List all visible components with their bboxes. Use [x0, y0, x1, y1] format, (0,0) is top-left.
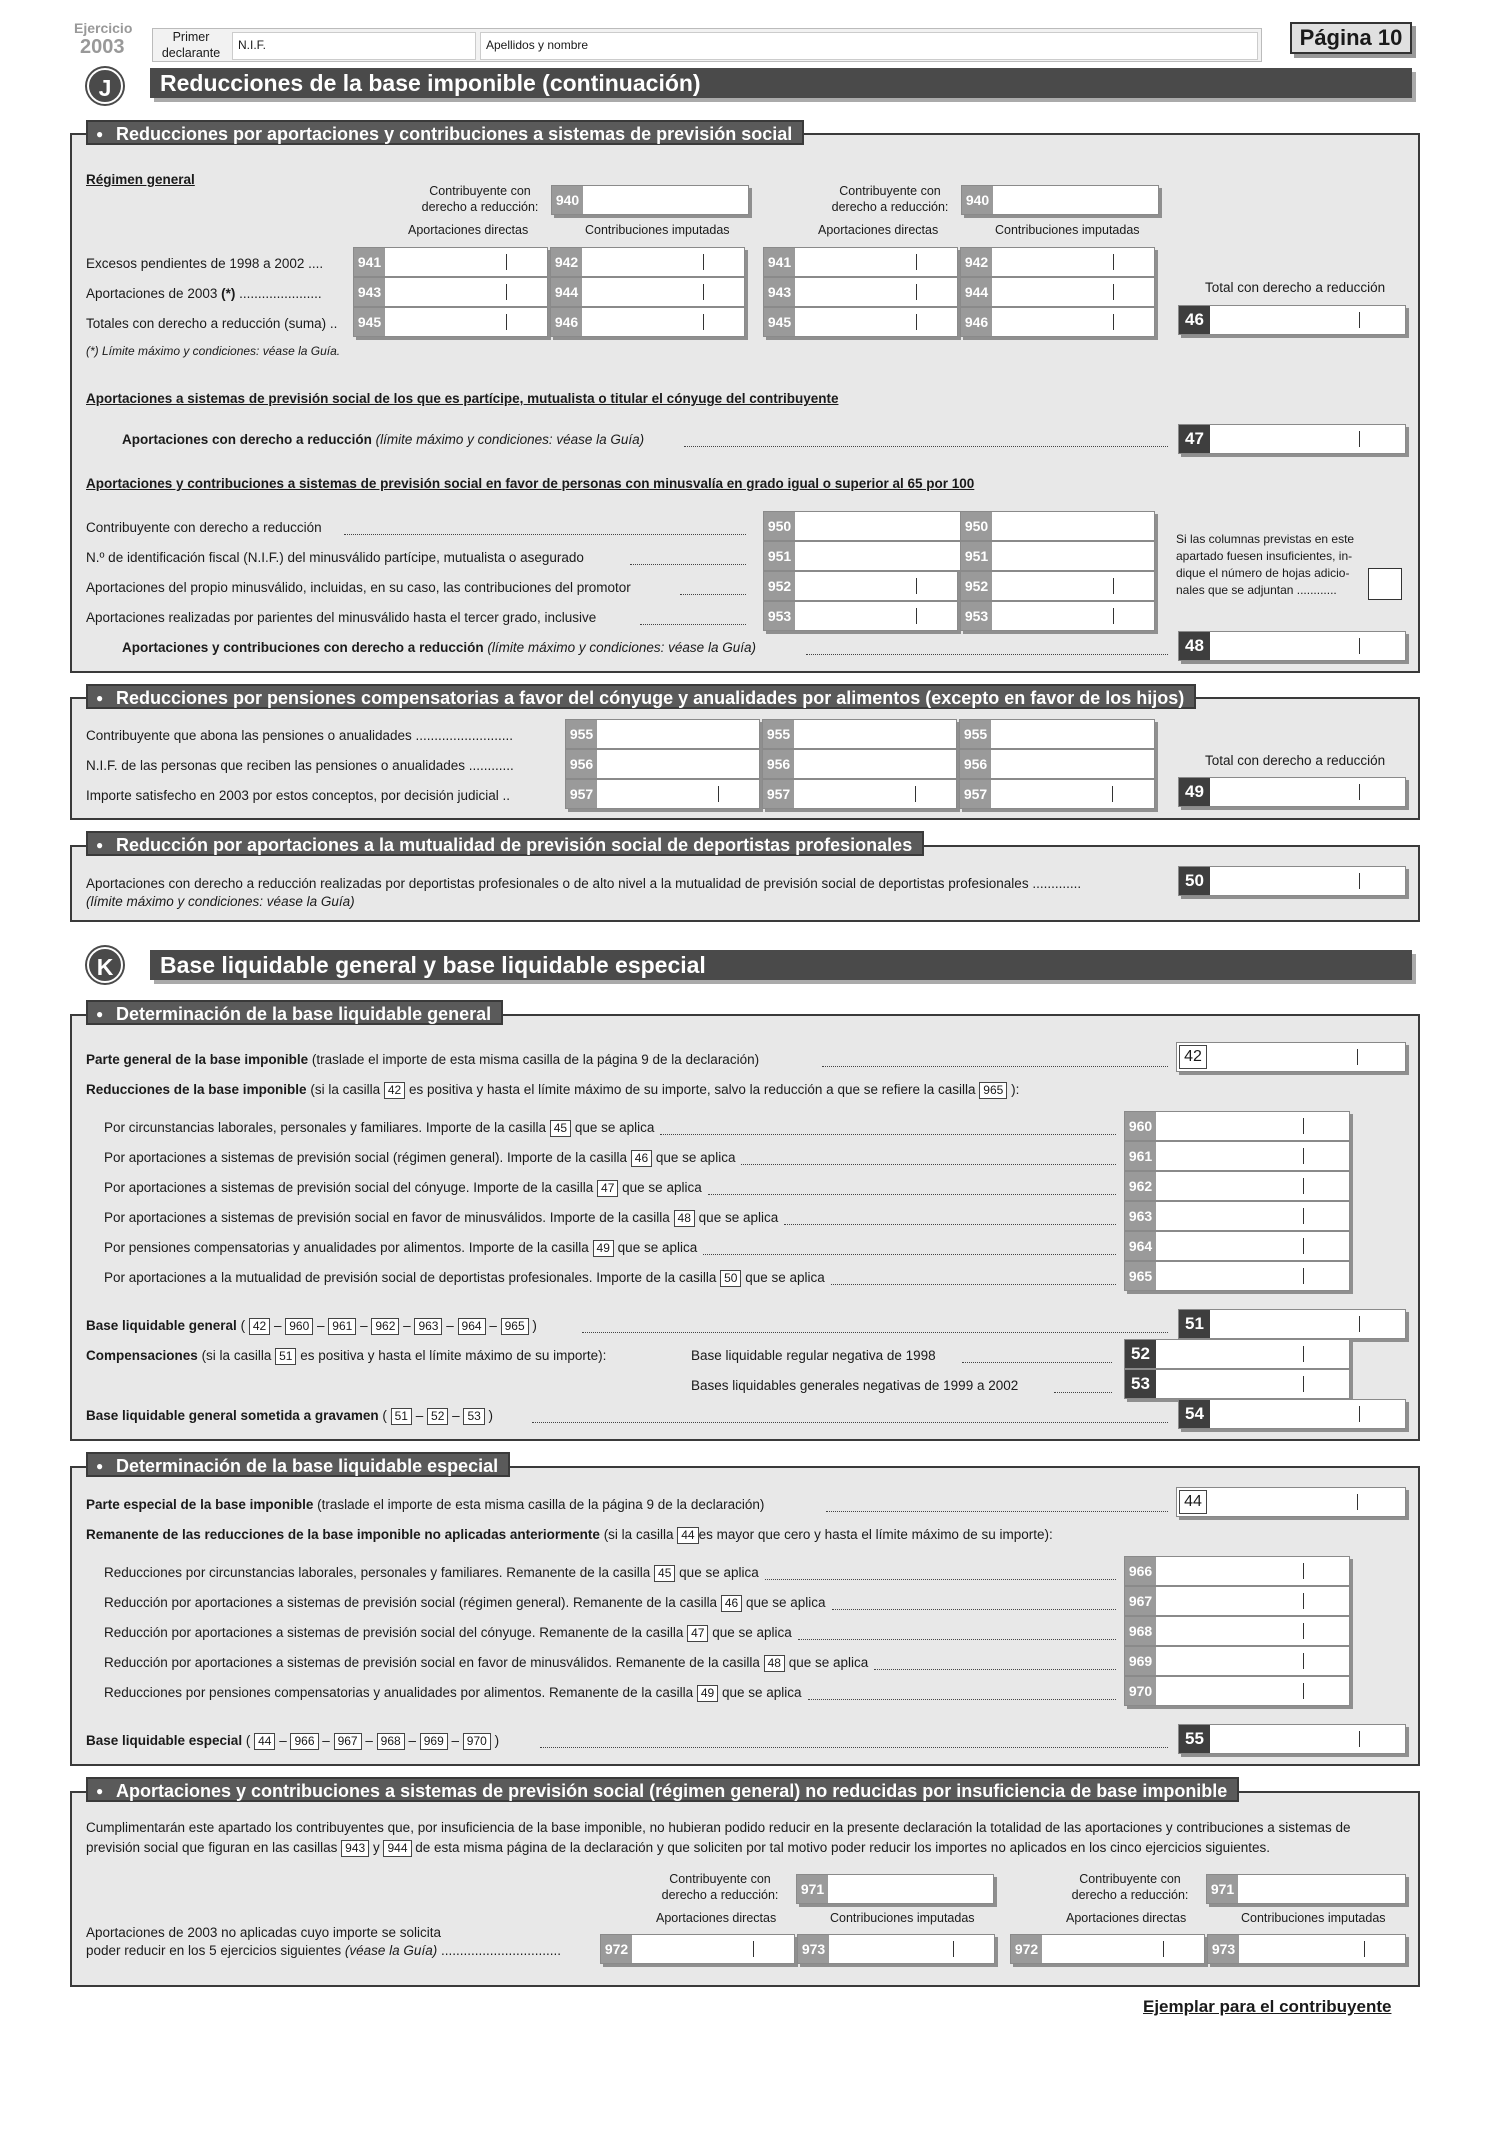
field-942-b[interactable]: 942: [960, 247, 1155, 277]
reduction-field[interactable]: [1124, 1261, 1350, 1291]
parte-general-row: Parte general de la base imponible (traslade el importe de esta misma casilla de la página 9 de la declaración): [86, 1052, 760, 1067]
field-945-a[interactable]: 945: [353, 307, 548, 337]
field-944-b[interactable]: 944: [960, 277, 1155, 307]
reduction-row-label: Por pensiones compensatorias y anualidades por alimentos. Importe de la casilla 49 que se aplica: [104, 1240, 698, 1255]
field-47[interactable]: 47: [1178, 424, 1406, 454]
field-944-a[interactable]: 944: [550, 277, 745, 307]
pensiones-row-2: N.I.F. de las personas que reciben las pensiones o anualidades ............: [86, 758, 514, 773]
minus-row-5: Aportaciones y contribuciones con derecho a reducción (límite máximo y condiciones: véase la Guía): [122, 640, 756, 655]
reduction-row-label: Por aportaciones a la mutualidad de previsión social de deportistas profesionales. Importe de la casilla 50 que se aplica: [104, 1270, 825, 1285]
reduction-field[interactable]: [1124, 1676, 1350, 1706]
aport-directas-2: Aportaciones directas: [818, 223, 939, 237]
nr-aport-directas-2: Aportaciones directas: [1066, 1911, 1187, 1925]
reduction-code: 966: [1125, 1557, 1156, 1585]
field-52[interactable]: 52: [1124, 1339, 1350, 1369]
reducciones-row: Reducciones de la base imponible (si la casilla 42 es positiva y hasta el límite máximo de su importe, salvo la reducción a que se refiere la casilla 965 ):: [86, 1082, 1020, 1097]
leader-dots: [344, 534, 746, 535]
field-54[interactable]: 54: [1178, 1399, 1406, 1429]
reduction-code: 969: [1125, 1647, 1156, 1675]
parte-especial-row: Parte especial de la base imponible (traslade el importe de esta misma casilla de la página 9 de la declaración): [86, 1497, 765, 1512]
leader-dots: [831, 1284, 1116, 1285]
reduction-field[interactable]: [1124, 1171, 1350, 1201]
section-k-badge: K: [87, 947, 123, 983]
reduction-field[interactable]: [1124, 1111, 1350, 1141]
total-derecho-label-2: Total con derecho a reducción: [1205, 753, 1386, 768]
leader-dots: [708, 1194, 1116, 1195]
reduction-row-label: Por aportaciones a sistemas de previsión social en favor de minusválidos. Importe de la casilla 48 que se aplica: [104, 1210, 779, 1225]
field-973-a[interactable]: 973: [797, 1934, 995, 1964]
ejercicio-label: Ejercicio: [74, 20, 133, 36]
leader-dots: [540, 1747, 1168, 1748]
aport-directas-1: Aportaciones directas: [408, 223, 529, 237]
hojas-adicionales-field[interactable]: [1368, 568, 1402, 600]
tab-prevision-social: ● Reducciones por aportaciones y contribuciones a sistemas de previsión social: [86, 120, 804, 145]
no-reducidas-p1: Cumplimentarán este apartado los contribuyentes que, por insuficiencia de la base imponible, no hubieran podido reducir en la presente declaración la totalidad de las aportaciones y contribuciones a sistemas de: [86, 1820, 1351, 1835]
leader-dots: [703, 1254, 1116, 1255]
leader-dots: [582, 1332, 1168, 1333]
field-53[interactable]: 53: [1124, 1369, 1350, 1399]
reduction-row-label: Reducción por aportaciones a sistemas de previsión social (régimen general). Remanente de la casilla 46 que se aplica: [104, 1595, 826, 1610]
reduction-code: 961: [1125, 1142, 1156, 1170]
reduction-code: 963: [1125, 1202, 1156, 1230]
contrib-label-1a: Contribuyente con: [429, 184, 531, 198]
tab-pensiones: ● Reducciones por pensiones compensatorias a favor del cónyuge y anualidades por alimentos (excepto en favor de los hijos): [86, 684, 1196, 709]
ejercicio-year: 2003: [80, 36, 125, 58]
leader-dots: [640, 624, 746, 625]
nr-row-1: Aportaciones de 2003 no aplicadas cuyo importe se solicita: [86, 1925, 441, 1940]
field-951-b[interactable]: 951: [960, 541, 1155, 571]
reduction-field[interactable]: [1124, 1556, 1350, 1586]
nombre-field[interactable]: [480, 32, 1258, 60]
section-k-title: Base liquidable general y base liquidable especial: [150, 950, 1412, 980]
reduction-row-label: Reducciones por pensiones compensatorias y anualidades por alimentos. Remanente de la casilla 49 que se aplica: [104, 1685, 802, 1700]
nif-label: N.I.F.: [238, 38, 267, 52]
reduction-code: 967: [1125, 1587, 1156, 1615]
minus-row-4: Aportaciones realizadas por parientes del minusválido hasta el tercer grado, inclusive: [86, 610, 597, 625]
field-44[interactable]: 44: [1176, 1487, 1406, 1517]
hojas-note-2: apartado fuesen insuficientes, in-: [1176, 549, 1353, 563]
field-946-a[interactable]: 946: [550, 307, 745, 337]
tab-base-especial: ● Determinación de la base liquidable especial: [86, 1452, 510, 1477]
leader-dots: [680, 594, 746, 595]
leader-dots: [765, 1579, 1116, 1580]
field-971-a[interactable]: 971: [796, 1874, 994, 1904]
field-51[interactable]: 51: [1178, 1309, 1406, 1339]
reduction-row-label: Reducciones por circunstancias laborales, personales y familiares. Remanente de la casilla 45 que se aplica: [104, 1565, 759, 1580]
blg-row: Base liquidable general ( 42 – 960 – 961 – 962 – 963 – 964 – 965 ): [86, 1318, 537, 1333]
reduction-code: 970: [1125, 1677, 1156, 1705]
field-955-b[interactable]: 955: [762, 719, 957, 749]
field-945-b[interactable]: 945: [763, 307, 958, 337]
no-reducidas-p2: previsión social que figuran en las casillas 943 y 944 de esta misma página de la declaración y que soliciten por tal motivo poder reducir los importes no aplicados en los cinco ejercicios siguientes.: [86, 1840, 1270, 1855]
reduction-code: 960: [1125, 1112, 1156, 1140]
gravamen-row: Base liquidable general sometida a gravamen ( 51 – 52 – 53 ): [86, 1408, 494, 1423]
section-j-badge: J: [87, 68, 123, 104]
conyuge-heading: Aportaciones a sistemas de previsión social de los que es partícipe, mutualista o titular el cónyuge del contribuyente: [86, 391, 839, 406]
field-953-a[interactable]: 953: [763, 601, 958, 631]
field-953-b[interactable]: 953: [960, 601, 1155, 631]
total-derecho-label-1: Total con derecho a reducción: [1205, 280, 1386, 295]
field-940-a[interactable]: 940: [551, 185, 749, 215]
row-totales-label: Totales con derecho a reducción (suma) ..: [86, 316, 338, 331]
reduction-row-label: Reducción por aportaciones a sistemas de previsión social en favor de minusválidos. Remanente de la casilla 48 que se aplica: [104, 1655, 869, 1670]
field-972-a[interactable]: 972: [600, 1934, 795, 1964]
nr-row-2: poder reducir en los 5 ejercicios siguientes (véase la Guía) ................................: [86, 1943, 561, 1958]
contrib-label-2a: Contribuyente con: [839, 184, 941, 198]
field-957-c[interactable]: 957: [959, 779, 1155, 809]
field-957-a[interactable]: 957: [565, 779, 760, 809]
leader-dots: [630, 564, 746, 565]
leader-dots: [874, 1669, 1116, 1670]
pensiones-row-3: Importe satisfecho en 2003 por estos conceptos, por decisión judicial ..: [86, 788, 510, 803]
field-955-c[interactable]: 955: [959, 719, 1155, 749]
contrib-imputadas-1: Contribuciones imputadas: [585, 223, 730, 237]
leader-dots: [784, 1224, 1116, 1225]
declarante-label-1: Primer: [172, 30, 210, 44]
nr-aport-directas-1: Aportaciones directas: [656, 1911, 777, 1925]
leader-dots: [660, 1134, 1116, 1135]
reduction-row-label: Por aportaciones a sistemas de previsión social (régimen general). Importe de la casilla 46 que se aplica: [104, 1150, 736, 1165]
reduction-code: 965: [1125, 1262, 1156, 1290]
nif-field[interactable]: [232, 32, 476, 60]
leader-dots: [741, 1164, 1116, 1165]
row-excesos-label: Excesos pendientes de 1998 a 2002 ....: [86, 256, 324, 271]
field-973-b[interactable]: 973: [1207, 1934, 1406, 1964]
hojas-note-1: Si las columnas previstas en este: [1176, 532, 1355, 546]
deportistas-line-1: Aportaciones con derecho a reducción realizadas por deportistas profesionales o de alto nivel a la mutualidad de previsión social de deportistas profesionales .............: [86, 876, 1082, 891]
field-55[interactable]: 55: [1178, 1724, 1406, 1754]
minus-row-2: N.º de identificación fiscal (N.I.F.) del minusválido partícipe, mutualista o asegurado: [86, 550, 584, 565]
leader-dots: [808, 1699, 1116, 1700]
field-956-a[interactable]: 956: [565, 749, 760, 779]
leader-dots: [962, 1362, 1112, 1363]
limite-note: (*) Límite máximo y condiciones: véase la Guía.: [86, 344, 341, 358]
field-941-b[interactable]: 941: [763, 247, 958, 277]
reduction-code: 968: [1125, 1617, 1156, 1645]
field-942-a[interactable]: 942: [550, 247, 745, 277]
ble-row: Base liquidable especial ( 44 – 966 – 967 – 968 – 969 – 970 ): [86, 1733, 500, 1748]
reduction-row-label: Por aportaciones a sistemas de previsión social del cónyuge. Importe de la casilla 47 que se aplica: [104, 1180, 702, 1195]
tab-base-general: ● Determinación de la base liquidable general: [86, 1000, 503, 1025]
leader-dots: [684, 446, 1168, 447]
contrib-label-1b: derecho a reducción:: [421, 200, 539, 214]
minusvalia-heading: Aportaciones y contribuciones a sistemas de previsión social en favor de personas con minusvalía en grado igual o superior al 65 por 100: [86, 476, 975, 491]
deportistas-line-2: (límite máximo y condiciones: véase la Guía): [86, 894, 355, 909]
page-number: Página 10: [1290, 22, 1412, 54]
field-943-b[interactable]: 943: [763, 277, 958, 307]
leader-dots: [826, 1511, 1168, 1512]
field-971-b[interactable]: 971: [1206, 1874, 1406, 1904]
field-943-a[interactable]: 943: [353, 277, 548, 307]
field-950-b[interactable]: 950: [960, 511, 1155, 541]
footer-ejemplar: Ejemplar para el contribuyente: [1143, 1997, 1392, 2016]
nr-contrib-2b: derecho a reducción:: [1071, 1888, 1189, 1902]
reduction-row-label: Reducción por aportaciones a sistemas de previsión social del cónyuge. Remanente de la casilla 47 que se aplica: [104, 1625, 792, 1640]
leader-dots: [1054, 1392, 1112, 1393]
reduction-field[interactable]: [1124, 1141, 1350, 1171]
reduction-field[interactable]: [1124, 1201, 1350, 1231]
row-aportaciones-label: Aportaciones de 2003 (*) ......................: [86, 286, 322, 301]
field-49[interactable]: 49: [1178, 777, 1406, 807]
contrib-label-2b: derecho a reducción:: [831, 200, 949, 214]
field-46[interactable]: 46: [1178, 305, 1406, 335]
reduction-field[interactable]: [1124, 1616, 1350, 1646]
hojas-note-3: dique el número de hojas adicio-: [1176, 566, 1350, 580]
reduction-row-label: Por circunstancias laborales, personales y familiares. Importe de la casilla 45 que se aplica: [104, 1120, 655, 1135]
field-951-a[interactable]: 951: [763, 541, 1155, 571]
reduction-field[interactable]: [1124, 1646, 1350, 1676]
field-940-b[interactable]: 940: [961, 185, 1159, 215]
nr-contrib-1b: derecho a reducción:: [661, 1888, 779, 1902]
field-955-a[interactable]: 955: [565, 719, 760, 749]
field-957-b[interactable]: 957: [762, 779, 957, 809]
nr-contrib-imputadas-2: Contribuciones imputadas: [1241, 1911, 1386, 1925]
reduction-code: 964: [1125, 1232, 1156, 1260]
tab-deportistas: ● Reducción por aportaciones a la mutualidad de previsión social de deportistas profesionales: [86, 831, 924, 856]
leader-dots: [806, 654, 1168, 655]
field-941-a[interactable]: 941: [353, 247, 548, 277]
nr-contrib-1a: Contribuyente con: [669, 1872, 771, 1886]
field-42[interactable]: 42: [1176, 1042, 1406, 1072]
field-50[interactable]: 50: [1178, 866, 1406, 896]
conyuge-row: Aportaciones con derecho a reducción (límite máximo y condiciones: véase la Guía): [122, 432, 645, 447]
field-48[interactable]: 48: [1178, 631, 1406, 661]
comp-1999-label: Bases liquidables generales negativas de 1999 a 2002: [691, 1378, 1019, 1393]
pensiones-row-1: Contribuyente que abona las pensiones o anualidades ..........................: [86, 728, 514, 743]
leader-dots: [532, 1422, 1168, 1423]
field-972-b[interactable]: 972: [1010, 1934, 1205, 1964]
field-946-b[interactable]: 946: [960, 307, 1155, 337]
compensaciones-row: Compensaciones (si la casilla 51 es positiva y hasta el límite máximo de su importe):: [86, 1348, 607, 1363]
leader-dots: [798, 1639, 1116, 1640]
leader-dots: [832, 1609, 1116, 1610]
leader-dots: [822, 1066, 1168, 1067]
minus-row-3: Aportaciones del propio minusválido, incluidas, en su caso, las contribuciones del promotor: [86, 580, 631, 595]
minus-row-1: Contribuyente con derecho a reducción: [86, 520, 322, 535]
regimen-general-heading: Régimen general: [86, 172, 195, 187]
hojas-note-4: nales que se adjuntan ............: [1176, 583, 1337, 597]
field-956-b[interactable]: 956: [762, 749, 957, 779]
section-j-title: Reducciones de la base imponible (continuación): [150, 68, 1412, 98]
nr-contrib-imputadas-1: Contribuciones imputadas: [830, 1911, 975, 1925]
comp-1998-label: Base liquidable regular negativa de 1998: [691, 1348, 936, 1363]
reduction-code: 962: [1125, 1172, 1156, 1200]
nr-contrib-2a: Contribuyente con: [1079, 1872, 1181, 1886]
field-950-a[interactable]: 950: [763, 511, 1155, 541]
remanente-row: Remanente de las reducciones de la base imponible no aplicadas anteriormente (si la casilla 44 es mayor que cero y hasta el límite máximo de su importe):: [86, 1527, 1053, 1542]
nombre-label: Apellidos y nombre: [486, 38, 589, 52]
field-952-a[interactable]: 952: [763, 571, 958, 601]
tab-no-reducidas: ● Aportaciones y contribuciones a sistemas de previsión social (régimen general) no reducidas por insuficiencia de base imponible: [86, 1777, 1239, 1802]
field-952-b[interactable]: 952: [960, 571, 1155, 601]
reduction-field[interactable]: [1124, 1231, 1350, 1261]
reduction-field[interactable]: [1124, 1586, 1350, 1616]
declarante-label-2: declarante: [161, 46, 221, 60]
contrib-imputadas-2: Contribuciones imputadas: [995, 223, 1140, 237]
field-956-c[interactable]: 956: [959, 749, 1155, 779]
